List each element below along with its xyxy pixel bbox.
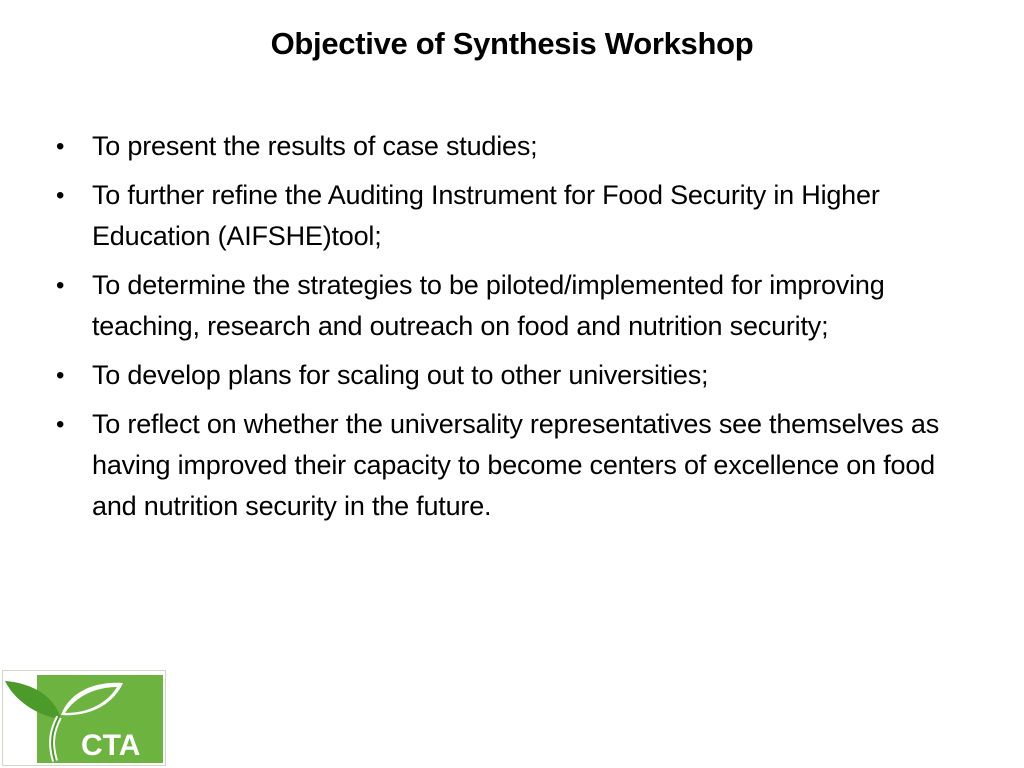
slide-title: Objective of Synthesis Workshop (270, 26, 754, 61)
logo-text: CTA (81, 729, 141, 762)
cta-logo (2, 670, 166, 766)
bullet-text: To develop plans for scaling out to other universities; (92, 360, 709, 390)
bullet-list (52, 126, 952, 535)
bullet-item (52, 265, 952, 347)
bullet-item (52, 175, 952, 257)
bullet-text: To determine the strategies to be piloted/implemented for improving teaching, research and outreach on food and nutrition security; (92, 270, 885, 341)
bullet-icon: • (56, 133, 65, 160)
bullet-icon: • (56, 182, 65, 209)
bullet-item (52, 404, 952, 527)
sprout-icon (3, 671, 165, 765)
bullet-text: To present the results of case studies; (92, 131, 538, 161)
bullet-text: To further refine the Auditing Instrument for Food Security in Higher Education (AIFSHE)tool; (92, 180, 880, 251)
bullet-icon: • (56, 411, 65, 438)
bullet-text: To reflect on whether the universality representatives see themselves as having improved their capacity to become centers of excellence on food and nutrition security in the future. (92, 409, 940, 521)
bullet-item (52, 355, 952, 396)
bullet-icon: • (56, 272, 65, 299)
bullet-icon: • (56, 362, 65, 389)
bullet-item (52, 126, 952, 167)
